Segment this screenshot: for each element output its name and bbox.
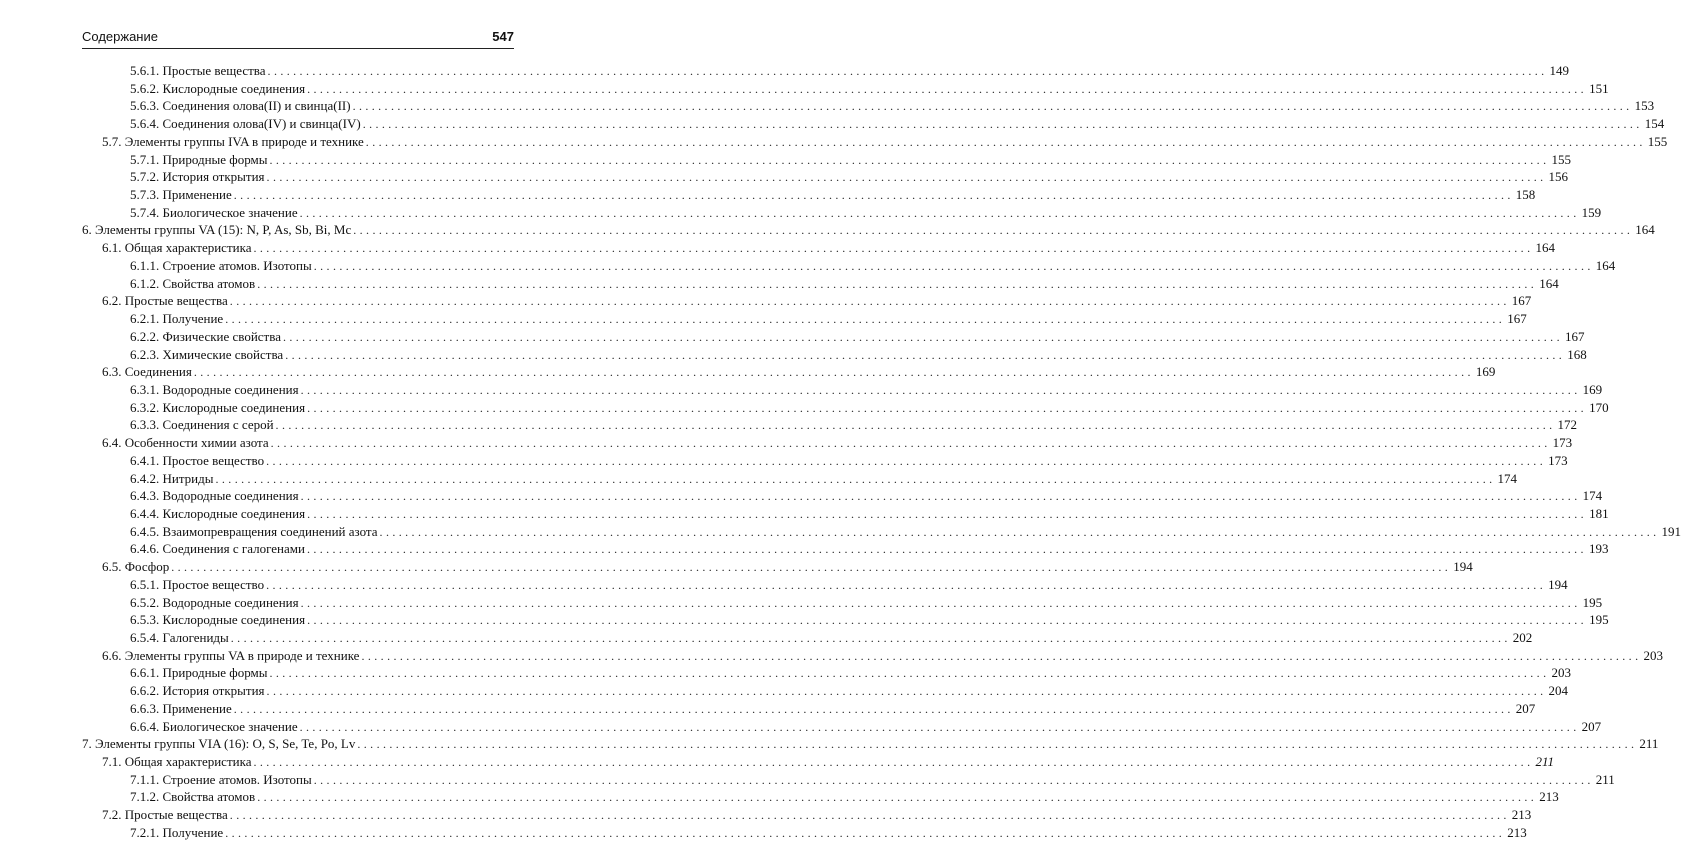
toc-entry-title: 6.3.1. Водородные соединения: [130, 381, 299, 397]
toc-entry-page: 194: [1548, 576, 1568, 592]
dot-leader: ........................................................................................................................................................................................................: [313, 772, 1594, 787]
toc-entry[interactable]: [82, 204, 1602, 222]
toc-entry-page: 202: [1512, 630, 1533, 645]
toc-entry-title: 6.6.3. Применение: [130, 700, 232, 716]
toc-entry-page: 169: [1475, 364, 1496, 380]
toc-entry[interactable]: [82, 647, 1663, 665]
toc-entry[interactable]: [82, 505, 1609, 523]
running-header: [82, 28, 514, 49]
toc-entry-title: 7.1.1. Строение атомов. Изотопы: [130, 771, 312, 787]
toc-entry[interactable]: [82, 629, 1533, 647]
toc-entry-title: 5.7. Элементы группы IVA в природе и технике: [102, 133, 364, 149]
dot-leader: ........................................................................................................................................................................................................: [171, 560, 1452, 575]
dot-leader: ........................................................................................................................................................................................................: [313, 258, 1594, 273]
toc-entry[interactable]: [82, 576, 1568, 594]
toc-entry-title: 5.7.4. Биологическое значение: [130, 204, 298, 220]
dot-leader: ........................................................................................................................................................................................................: [215, 471, 1496, 486]
dot-leader: ........................................................................................................................................................................................................: [307, 400, 1588, 415]
dot-leader: ........................................................................................................................................................................................................: [361, 648, 1642, 663]
dot-leader: ........................................................................................................................................................................................................: [270, 436, 1551, 451]
toc-entry-title: 6.2.2. Физические свойства: [130, 328, 281, 344]
toc-entry-page: 194: [1453, 559, 1473, 575]
toc-entry-title: 5.6.2. Кислородные соединения: [130, 80, 306, 96]
table-of-contents: [82, 62, 1681, 842]
toc-entry-title: 6.2. Простые вещества: [102, 293, 228, 309]
toc-entry-title: 6.3.2. Кислородные соединения: [130, 399, 306, 415]
toc-entry-title: 6.1.1. Строение атомов. Изотопы: [130, 257, 312, 273]
dot-leader: ........................................................................................................................................................................................................: [266, 684, 1547, 699]
toc-entry-title: 6.6.4. Биологическое значение: [130, 718, 298, 734]
toc-entry-page: 164: [1539, 275, 1559, 291]
toc-entry-title: 6.1.2. Свойства атомов: [130, 275, 256, 291]
toc-entry-title: 7.1. Общая характеристика: [102, 754, 252, 770]
dot-leader: ........................................................................................................................................................................................................: [352, 99, 1633, 114]
toc-entry-page: 167: [1564, 328, 1585, 344]
dot-leader: ........................................................................................................................................................................................................: [299, 205, 1580, 220]
toc-entry-title: 6.3. Соединения: [102, 364, 192, 380]
toc-entry[interactable]: [82, 239, 1555, 257]
toc-entry-page: 149: [1549, 63, 1570, 78]
toc-entry[interactable]: [82, 540, 1609, 558]
dot-leader: ........................................................................................................................................................................................................: [266, 170, 1547, 185]
toc-entry-title: 6.4. Особенности химии азота: [102, 435, 269, 451]
toc-entry-title: 5.7.3. Применение: [130, 187, 232, 203]
toc-entry[interactable]: [82, 470, 1517, 488]
toc-entry-title: 6.4.5. Взаимопревращения соединений азота: [130, 523, 378, 539]
toc-entry-title: 5.6.4. Соединения олова(IV) и свинца(IV): [130, 116, 361, 132]
toc-entry-page: 168: [1567, 346, 1587, 362]
dot-leader: ........................................................................................................................................................................................................: [362, 117, 1643, 132]
toc-entry[interactable]: [82, 97, 1655, 115]
toc-entry-title: 6.3.3. Соединения с серой: [130, 417, 274, 433]
toc-entry-page: 174: [1582, 488, 1603, 504]
toc-entry-page: 164: [1595, 257, 1616, 273]
dot-leader: ........................................................................................................................................................................................................: [307, 81, 1588, 96]
toc-entry-title: 5.7.1. Природные формы: [130, 151, 268, 167]
toc-entry[interactable]: [82, 310, 1527, 328]
dot-leader: ........................................................................................................................................................................................................: [300, 382, 1581, 397]
toc-entry-page: 193: [1588, 541, 1609, 557]
toc-entry-title: 5.7.2. История открытия: [130, 169, 265, 185]
toc-entry-title: 6.5.1. Простое вещество: [130, 576, 265, 592]
toc-entry-page: 154: [1644, 116, 1665, 132]
dot-leader: ........................................................................................................................................................................................................: [365, 134, 1646, 149]
toc-entry[interactable]: [82, 168, 1569, 186]
toc-entry[interactable]: [82, 700, 1536, 718]
dot-leader: ........................................................................................................................................................................................................: [233, 701, 1514, 716]
toc-entry-page: 204: [1548, 683, 1569, 699]
toc-entry[interactable]: [82, 523, 1681, 541]
toc-entry[interactable]: [82, 735, 1659, 753]
toc-entry[interactable]: [82, 416, 1578, 434]
toc-entry-page: 155: [1647, 133, 1668, 149]
dot-leader: ........................................................................................................................................................................................................: [300, 595, 1581, 610]
toc-entry[interactable]: [82, 399, 1609, 417]
toc-entry[interactable]: [82, 788, 1559, 806]
toc-entry-title: 6.5. Фосфор: [102, 559, 170, 575]
header-page-number: 547: [492, 29, 514, 44]
toc-entry-page: 164: [1535, 240, 1555, 256]
toc-entry[interactable]: [82, 771, 1615, 789]
toc-entry-page: 213: [1507, 824, 1527, 840]
dot-leader: ........................................................................................................................................................................................................: [379, 524, 1660, 539]
toc-entry-page: 155: [1551, 151, 1571, 167]
toc-entry[interactable]: [82, 62, 1570, 80]
toc-entry-page: 169: [1582, 381, 1603, 397]
toc-entry-page: 195: [1582, 594, 1603, 610]
toc-entry[interactable]: [82, 558, 1473, 576]
dot-leader: ........................................................................................................................................................................................................: [300, 489, 1581, 504]
toc-entry-title: 6.4.1. Простое вещество: [130, 452, 265, 468]
toc-entry[interactable]: [82, 487, 1603, 505]
dot-leader: ........................................................................................................................................................................................................: [253, 241, 1534, 256]
toc-entry-page: 195: [1589, 612, 1609, 628]
dot-leader: ........................................................................................................................................................................................................: [257, 276, 1538, 291]
dot-leader: ........................................................................................................................................................................................................: [285, 347, 1566, 362]
toc-entry[interactable]: [82, 611, 1609, 629]
toc-entry-page: 213: [1539, 789, 1559, 805]
toc-entry-title: 6.5.2. Водородные соединения: [130, 594, 299, 610]
toc-entry-page: 170: [1589, 399, 1609, 415]
toc-entry[interactable]: [82, 346, 1587, 364]
dot-leader: ........................................................................................................................................................................................................: [267, 64, 1548, 78]
toc-entry-page: 159: [1581, 204, 1602, 220]
toc-entry-title: 6.6.1. Природные формы: [130, 665, 268, 681]
dot-leader: ........................................................................................................................................................................................................: [266, 453, 1547, 468]
dot-leader: ........................................................................................................................................................................................................: [225, 825, 1506, 840]
toc-entry-page: 172: [1557, 417, 1578, 433]
dot-leader: ........................................................................................................................................................................................................: [193, 365, 1474, 380]
toc-entry-title: 7. Элементы группы VIA (16): O, S, Se, Te, Po, Lv: [82, 736, 356, 752]
toc-entry[interactable]: [82, 682, 1569, 700]
toc-entry[interactable]: [82, 594, 1603, 612]
toc-entry-page: 158: [1515, 187, 1536, 203]
header-section-title: Содержание: [82, 29, 158, 44]
toc-entry[interactable]: [82, 292, 1532, 310]
toc-entry[interactable]: [82, 80, 1609, 98]
toc-entry-title: 6.4.4. Кислородные соединения: [130, 505, 306, 521]
toc-entry[interactable]: [82, 328, 1585, 346]
dot-leader: ........................................................................................................................................................................................................: [299, 719, 1580, 734]
dot-leader: ........................................................................................................................................................................................................: [306, 542, 1587, 557]
toc-entry-title: 6.6.2. История открытия: [130, 683, 265, 699]
toc-entry[interactable]: [82, 257, 1616, 275]
toc-entry-page: 191: [1661, 523, 1681, 539]
toc-entry-page: 207: [1515, 700, 1536, 716]
toc-entry-page: 203: [1643, 647, 1663, 663]
toc-entry-title: 7.2. Простые вещества: [102, 807, 228, 823]
dot-leader: ........................................................................................................................................................................................................: [269, 666, 1550, 681]
toc-entry-page: 153: [1634, 98, 1655, 114]
toc-entry-page: 211: [1535, 754, 1555, 770]
toc-entry[interactable]: [82, 186, 1536, 204]
toc-entry-title: 6.4.3. Водородные соединения: [130, 488, 299, 504]
toc-entry-title: 5.6.1. Простые вещества: [130, 63, 266, 78]
toc-entry-page: 164: [1635, 222, 1655, 238]
toc-entry[interactable]: [82, 753, 1555, 771]
toc-entry[interactable]: [82, 151, 1571, 169]
toc-entry-page: 173: [1548, 452, 1568, 468]
toc-entry[interactable]: [82, 115, 1665, 133]
dot-leader: ........................................................................................................................................................................................................: [233, 188, 1514, 203]
dot-leader: ........................................................................................................................................................................................................: [307, 613, 1588, 628]
toc-entry-title: 5.6.3. Соединения олова(II) и свинца(II): [130, 98, 351, 114]
toc-entry-title: 6.2.1. Получение: [130, 311, 224, 327]
toc-entry-title: 6.5.3. Кислородные соединения: [130, 612, 306, 628]
toc-entry-page: 156: [1548, 169, 1569, 185]
toc-entry-page: 211: [1595, 771, 1615, 787]
dot-leader: ........................................................................................................................................................................................................: [353, 223, 1634, 238]
dot-leader: ........................................................................................................................................................................................................: [229, 808, 1510, 823]
toc-entry-title: 6.4.2. Нитриды: [130, 470, 214, 486]
toc-entry-title: 6.1. Общая характеристика: [102, 240, 252, 256]
toc-entry-page: 211: [1639, 736, 1659, 752]
dot-leader: ........................................................................................................................................................................................................: [230, 631, 1511, 645]
toc-entry-page: 174: [1497, 470, 1517, 486]
dot-leader: ........................................................................................................................................................................................................: [275, 418, 1556, 433]
toc-entry-page: 151: [1589, 80, 1609, 96]
toc-entry-page: 181: [1589, 505, 1609, 521]
toc-entry-title: 6.5.4. Галогениды: [130, 630, 229, 645]
toc-entry[interactable]: [82, 221, 1655, 239]
toc-entry[interactable]: [82, 133, 1668, 151]
toc-entry[interactable]: [82, 452, 1568, 470]
toc-entry[interactable]: [82, 824, 1527, 842]
toc-entry-title: 6. Элементы группы VA (15): N, P, As, Sb, Bi, Mc: [82, 222, 352, 238]
toc-entry[interactable]: [82, 664, 1571, 682]
toc-entry-page: 167: [1507, 311, 1527, 327]
dot-leader: ........................................................................................................................................................................................................: [307, 506, 1588, 521]
toc-entry-title: 6.6. Элементы группы VA в природе и технике: [102, 647, 360, 663]
toc-entry-title: 6.2.3. Химические свойства: [130, 346, 284, 362]
toc-entry-page: 213: [1511, 807, 1532, 823]
toc-entry[interactable]: [82, 806, 1532, 824]
dot-leader: ........................................................................................................................................................................................................: [282, 329, 1563, 344]
toc-entry-title: 7.1.2. Свойства атомов: [130, 789, 256, 805]
dot-leader: ........................................................................................................................................................................................................: [225, 312, 1506, 327]
toc-entry[interactable]: [82, 363, 1496, 381]
toc-entry-page: 167: [1511, 293, 1532, 309]
dot-leader: ........................................................................................................................................................................................................: [257, 790, 1538, 805]
toc-entry[interactable]: [82, 275, 1559, 293]
toc-entry[interactable]: [82, 718, 1602, 736]
toc-entry[interactable]: [82, 434, 1573, 452]
dot-leader: ........................................................................................................................................................................................................: [269, 152, 1550, 167]
toc-entry[interactable]: [82, 381, 1603, 399]
dot-leader: ........................................................................................................................................................................................................: [266, 577, 1547, 592]
toc-entry-page: 207: [1581, 718, 1602, 734]
dot-leader: ........................................................................................................................................................................................................: [253, 755, 1534, 770]
toc-entry-title: 6.4.6. Соединения с галогенами: [130, 541, 305, 557]
dot-leader: ........................................................................................................................................................................................................: [357, 737, 1638, 752]
toc-entry-page: 203: [1551, 665, 1571, 681]
dot-leader: ........................................................................................................................................................................................................: [229, 294, 1510, 309]
toc-entry-title: 7.2.1. Получение: [130, 824, 224, 840]
toc-entry-page: 173: [1552, 435, 1573, 451]
